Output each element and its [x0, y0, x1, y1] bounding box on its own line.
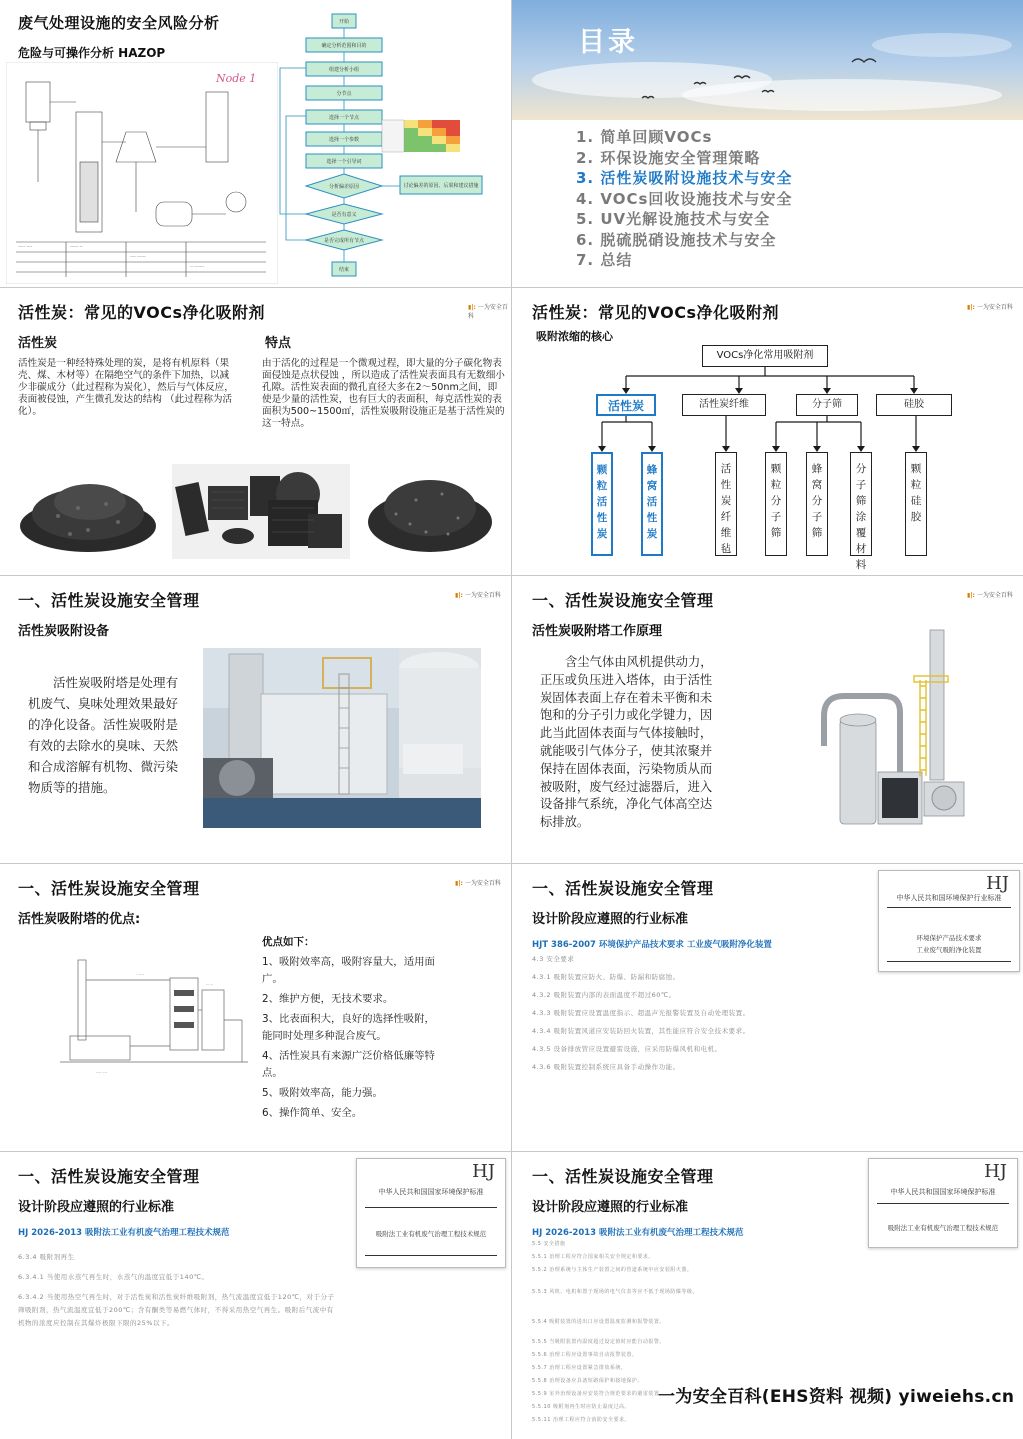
- cover-name: 环境保护产品技术要求: [916, 934, 982, 942]
- list-item: 5、吸附效率高，能力强。: [262, 1087, 383, 1099]
- flow-step: 结束: [338, 267, 350, 273]
- slide-title: 活性炭：常见的VOCs净化吸附剂: [532, 300, 779, 323]
- section-heading: 活性炭吸附塔工作原理: [532, 624, 663, 639]
- slide-title: 一、活性炭设施安全管理: [532, 588, 714, 611]
- standard-line: 筛吸附剂，热气流温度宜低于200℃；含有酮类等易燃气体时，不得采用热空气再生。吸附后气流中有: [18, 1306, 334, 1314]
- svg-text:------ --: ------ --: [70, 244, 83, 249]
- sky-banner: [512, 0, 1023, 120]
- slide-adsorption-equipment: [0, 576, 511, 863]
- standard-line: 4.3.3 吸附装置应设置温度指示、超温声光报警装置及自动处理装置。: [532, 1009, 750, 1017]
- toc-item[interactable]: 6. 脱硫脱硝设施技术与安全: [576, 230, 777, 249]
- cover-name: 吸附法工业有机废气治理工程技术规范: [375, 1230, 487, 1238]
- flow-step: 选择一个节点: [328, 115, 360, 121]
- paragraph: 活性炭是一种经特殊处理的炭，是将有机原料（果壳、煤、木材等）在隔绝空气的条件下加热，以减少非碳成分（此过程称为炭化），然后与气体反应，表面被侵蚀，产生微孔发达的结构 （此过程称为活化）。: [18, 358, 234, 417]
- standard-line: 4.3.6 吸附装置控制系统应具备手动操作功能。: [532, 1063, 680, 1071]
- slide-title: 活性炭：常见的VOCs净化吸附剂: [18, 300, 265, 323]
- standard-cover: [868, 1158, 1018, 1248]
- section-heading: 设计阶段应遵照的行业标准: [18, 1200, 175, 1215]
- list-heading: 优点如下：: [262, 936, 315, 948]
- svg-text:---- ---: ---- ---: [96, 1070, 108, 1075]
- cover-org: 中华人民共和国国家环境保护标准: [378, 1188, 484, 1196]
- flow-step: 选择一个参数: [328, 137, 360, 143]
- svg-text:- ----: - ----: [136, 972, 145, 977]
- brand-logo: ▮|: 一为安全百科: [967, 592, 1013, 599]
- slide-standard-hjt386: [512, 864, 1023, 1151]
- svg-text:----- ----: ----- ----: [18, 244, 33, 249]
- list-item: 6、操作简单、安全。: [262, 1107, 363, 1119]
- toc-item[interactable]: 7. 总结: [576, 251, 633, 269]
- tree-leaf: 颗粒分子筛: [765, 452, 787, 556]
- standard-line: 6.3.4.2 当使用热空气再生时，对于活性炭和活性炭纤维吸附剂，热气流温度宜低于120℃，对于分子: [18, 1293, 335, 1301]
- toc-item[interactable]: 1. 简单回顾VOCs: [576, 128, 713, 146]
- brand-logo: ▮|: 一为安全百科: [455, 880, 501, 887]
- standard-line: 5.5.7 治理工程应设置紧急排放系统。: [532, 1365, 627, 1371]
- section-heading: 活性炭吸附塔的优点:: [18, 912, 141, 927]
- tree-leaf: 蜂窝活性炭: [641, 452, 663, 556]
- standard-line: 6.3.4.1 当使用水蒸气再生时，水蒸气的温度宜低于140℃。: [18, 1273, 209, 1281]
- pid-diagram: [6, 62, 278, 284]
- site-watermark[interactable]: 一为安全百科(EHS资料 视频) yiweiehs.cn: [658, 1387, 1015, 1407]
- slide-title: 一、活性炭设施安全管理: [18, 1164, 200, 1187]
- svg-text:-- -------: -- -------: [190, 264, 205, 269]
- standard-line: 5.5.4 吸附装置的进出口应设置温度监测和报警装置。: [532, 1319, 665, 1325]
- section-heading: 吸附浓缩的核心: [536, 330, 613, 343]
- toc-item[interactable]: 5. UV光解设施技术与安全: [576, 210, 771, 228]
- hj-logo: HJ: [984, 1161, 1007, 1182]
- standard-line: 4.3.4 吸附装置风道应安装防回火装置，其性能应符合安全技术要求。: [532, 1027, 750, 1035]
- standard-line: 5.5.5 当吸附装置内温度超过设定值时应能自动报警。: [532, 1339, 665, 1345]
- toc-item-active[interactable]: 3. 活性炭吸附设施技术与安全: [576, 169, 793, 187]
- standard-line: 5.5.1 治理工程应符合国家相关安全规定和要求。: [532, 1254, 654, 1260]
- tree-node: 活性炭: [596, 394, 656, 416]
- tree-node: 分子筛: [796, 394, 858, 416]
- svg-text:-- --: -- --: [206, 982, 214, 987]
- adsorption-tower-photo: [203, 648, 481, 828]
- list-item: 4、活性炭具有来源广泛价格低廉等特点。: [262, 1050, 435, 1079]
- standard-line: 5.5 安全措施: [532, 1241, 566, 1247]
- standard-title: HJT 386-2007 环境保护产品技术要求 工业废气吸附净化装置: [532, 940, 772, 950]
- slide-title: 一、活性炭设施安全管理: [532, 876, 714, 899]
- standard-line: 4.3.2 吸附装置内部的表面温度不超过60℃。: [532, 991, 676, 999]
- standard-line: 5.5.8 治理设备应具备短路保护和接地保护。: [532, 1378, 643, 1384]
- slide-toc: [512, 0, 1023, 287]
- tree-leaf: 活性炭纤维毡: [715, 452, 737, 556]
- hazop-flowchart: [276, 8, 508, 284]
- section-heading: 活性炭吸附设备: [18, 624, 110, 639]
- flow-step: 分节点: [336, 91, 352, 97]
- cover-org: 中华人民共和国国家环境保护标准: [890, 1188, 996, 1196]
- handwritten-note: Node 1: [216, 72, 257, 85]
- cover-name: 工业废气吸附净化装置: [916, 946, 982, 954]
- flow-step: 组建分析小组: [328, 67, 360, 73]
- slide-title: 废气处理设施的安全风险分析: [18, 14, 220, 32]
- flow-step: 确定分析范围和目的: [321, 43, 367, 49]
- standard-title: HJ 2026-2013 吸附法工业有机废气治理工程技术规范: [18, 1228, 230, 1238]
- standard-line: 5.5.6 治理工程应设置事故自动报警装置。: [532, 1352, 638, 1358]
- brand-logo: ▮|: 一为安全百科: [468, 304, 508, 320]
- flow-step: 开始: [338, 19, 350, 25]
- standard-cover: [878, 870, 1020, 972]
- tree-leaf: 颗粒活性炭: [591, 452, 613, 556]
- carbon-pellets-image: [18, 464, 158, 554]
- standard-line: 4.3.5 设备排放管应设置避雷设施，应采用防爆风机和电机。: [532, 1045, 722, 1053]
- standard-line: 5.5.9 室外治理设备应安装符合规范要求的避雷装置。: [532, 1391, 665, 1397]
- standard-line: 4.3 安全要求: [532, 955, 575, 963]
- standard-title: HJ 2026-2013 吸附法工业有机废气治理工程技术规范: [532, 1228, 744, 1238]
- tree-node: 硅胶: [876, 394, 952, 416]
- brand-logo: ▮|: 一为安全百科: [967, 304, 1013, 311]
- tree-leaf: 颗粒硅胶: [905, 452, 927, 556]
- brand-logo: ▮|: 一为安全百科: [455, 592, 501, 599]
- flow-step: 分析偏差原因: [328, 184, 360, 190]
- toc-title: 目录: [578, 27, 638, 58]
- list-item: 3、比表面积大，良好的选择性吸附，能同时处理多种混合废气。: [262, 1013, 435, 1042]
- flow-step: 是否完成所有节点: [323, 238, 365, 244]
- slide-title: 一、活性炭设施安全管理: [18, 588, 200, 611]
- tree-leaf: 分子筛涂覆材料: [850, 452, 872, 556]
- paragraph: 由于活化的过程是一个微观过程，即大量的分子碳化物表面侵蚀是点状侵蚀 ，所以造成了活性炭表面具有无数细小孔隙。活性炭表面的微孔直径大多在2～50nm之间，即使是少量的活性炭，也有巨大的表面积，每克活性炭的表面积为500~1500㎡，活性炭吸附设施正是基于活性炭的这一特点。: [262, 358, 505, 429]
- honeycomb-carbon-image: [172, 464, 350, 559]
- slide-advantages: [0, 864, 511, 1151]
- slide-adsorbent-tree: [512, 288, 1023, 575]
- standard-line: 5.5.2 治理系统与主体生产装置之间的管道系统中应安装阻火器。: [532, 1267, 693, 1273]
- flow-step: 是否有意义: [331, 212, 357, 218]
- standard-line: 5.5.3 风机、电机和置于现场的电气仪表等应不低于现场防爆等级。: [532, 1289, 698, 1295]
- paragraph: 含尘气体由风机提供动力，正压或负压进入塔体，由于活性炭固体表面上存在着未平衡和未饱和的分子引力或化学键力，因此当此固体表面与气体接触时，就能吸引气体分子，使其浓聚并保持在固体表面，污染物质从而被吸附，废气经过滤器后，进入设备排气系统，净化气体高空达标排放。: [540, 655, 713, 830]
- svg-text:---- ------: ---- ------: [130, 254, 146, 259]
- granular-carbon-image: [366, 464, 494, 556]
- standard-line: 5.5.11 治理工程应符合消防安全要求。: [532, 1417, 630, 1423]
- toc-item[interactable]: 2. 环保设施安全管理策略: [576, 148, 761, 167]
- standard-cover: [356, 1158, 506, 1268]
- tree-leaf: 蜂窝分子筛: [806, 452, 828, 556]
- section-heading: 设计阶段应遵照的行业标准: [532, 1200, 689, 1215]
- list-item: 1、吸附效率高，吸附容量大，适用面广。: [262, 956, 435, 985]
- hj-logo: HJ: [986, 873, 1009, 894]
- tree-root: VOCs净化常用吸附剂: [702, 345, 828, 367]
- slide-activated-carbon: [0, 288, 511, 575]
- standard-line: 4.3.1 吸附装置应防火、防爆、防漏和防腐蚀。: [532, 973, 680, 981]
- section-heading: 特点: [265, 336, 292, 351]
- standard-line: 5.5.10 吸附剂再生时应防止温度过高。: [532, 1404, 630, 1410]
- toc-item[interactable]: 4. VOCs回收设施技术与安全: [576, 189, 793, 208]
- advantage-list: [262, 954, 442, 1122]
- slide-working-principle: [512, 576, 1023, 863]
- section-heading: 活性炭: [18, 336, 58, 351]
- standard-line: 机物的浓度应控制在其爆炸极限下限的25%以下。: [18, 1319, 174, 1327]
- adsorption-tower-diagram: [794, 626, 1014, 836]
- hj-logo: HJ: [472, 1161, 495, 1182]
- slide-title: 一、活性炭设施安全管理: [18, 876, 200, 899]
- paragraph: 活性炭吸附塔是处理有机废气、臭味处理效果最好的净化设备。活性炭吸附是有效的去除水的臭味、天然和合成溶解有机物、微污染物质等的措施。: [28, 675, 179, 795]
- slide-standard-hj2026-a: [0, 1152, 511, 1439]
- standard-line: 6.3.4 吸附剂再生: [18, 1253, 75, 1261]
- tree-node: 活性炭纤维: [682, 394, 766, 416]
- toc-list: [576, 127, 792, 271]
- slide-subtitle: 危险与可操作分析 HAZOP: [18, 46, 166, 60]
- cover-name: 吸附法工业有机废气治理工程技术规范: [887, 1224, 999, 1232]
- list-item: 2、维护方便，无技术要求。: [262, 993, 394, 1005]
- slide-hazop: [0, 0, 511, 287]
- slide-title: 一、活性炭设施安全管理: [532, 1164, 714, 1187]
- section-heading: 设计阶段应遵照的行业标准: [532, 912, 689, 927]
- cover-org: 中华人民共和国环境保护行业标准: [896, 894, 1002, 902]
- flow-side-box: 讨论偏差的原因、后果和建议措施: [403, 183, 479, 189]
- flow-step: 选择一个引导词: [326, 159, 362, 165]
- equipment-schematic: [56, 950, 252, 1080]
